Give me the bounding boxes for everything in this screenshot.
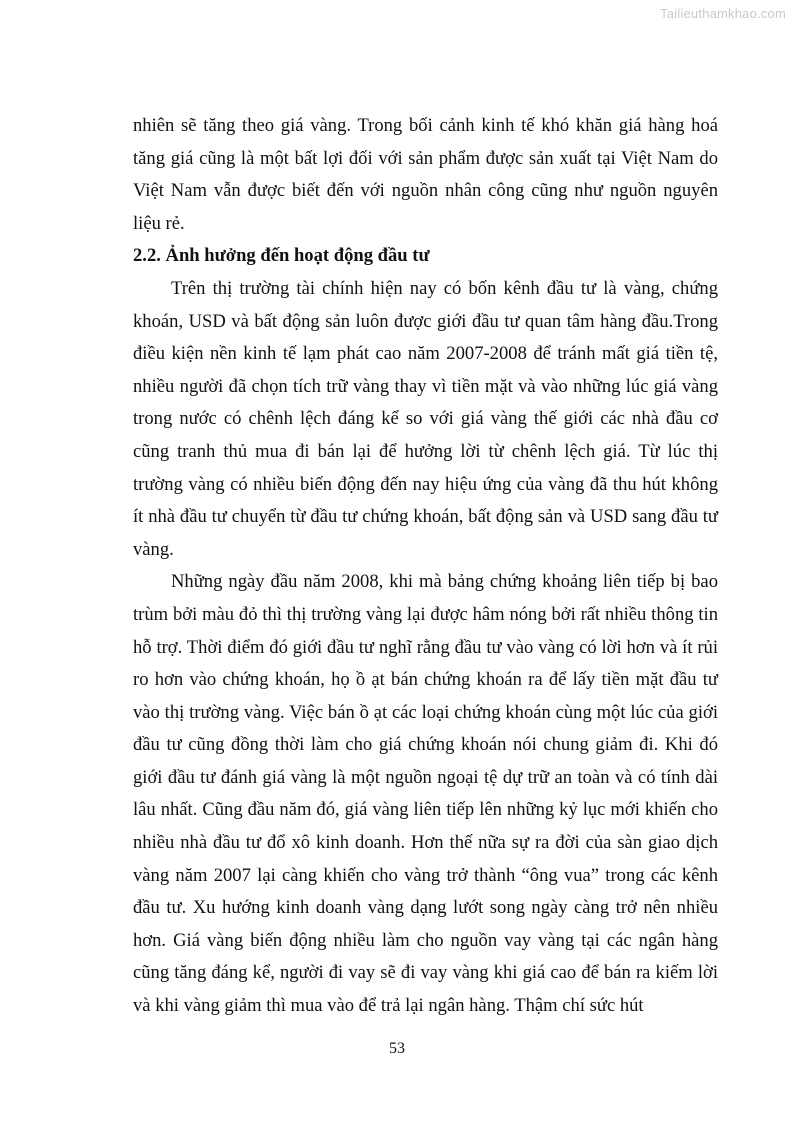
paragraph-continuation: nhiên sẽ tăng theo giá vàng. Trong bối cảnh kinh tế khó khăn giá hàng hoá tăng giá cũng là một bất lợi đối với sản phẩm được sản xuất tại Việt Nam do Việt Nam vẫn được biết đến với nguồn nhân công cũng như nguồn nguyên liệu rẻ. [133,115,718,234]
section-heading: 2.2. Ảnh hưởng đến hoạt động đầu tư [133,245,430,267]
document-body [133,110,718,1023]
watermark-text: Tailieuthamkhao.com [660,6,786,21]
paragraph-early-2008: Những ngày đầu năm 2008, khi mà bảng chứng khoảng liên tiếp bị bao trùm bởi màu đỏ thì thị trường vàng lại được hâm nóng bởi rất nhiều thông tin hỗ trợ. Thời điểm đó giới đầu tư nghĩ rằng đầu tư vào vàng có lời hơn và ít rủi ro hơn vào chứng khoán, họ ồ ạt bán chứng khoán ra để lấy tiền mặt đầu tư vào thị trường vàng. Việc bán ồ ạt các loại chứng khoán cùng một lúc của giới đầu tư cũng đồng thời làm cho giá chứng khoán nói chung giảm đi. Khi đó giới đầu tư đánh giá vàng là một nguồn ngoại tệ dự trữ an toàn và có tính dài lâu nhất. Cũng đầu năm đó, giá vàng liên tiếp lên những kỷ lục mới khiến cho nhiều nhà đầu tư đổ xô kinh doanh. Hơn thế nữa sự ra đời của sàn giao dịch vàng năm 2007 lại càng khiến cho vàng trở thành “ông vua” trong các kênh đầu tư. Xu hướng kinh doanh vàng dạng lướt song ngày càng trở nên nhiều hơn. Giá vàng biến động nhiều làm cho nguồn vay vàng tại các ngân hàng cũng tăng đáng kể, người đi vay sẽ đi vay vàng khi giá cao để bán ra kiếm lời và khi vàng giảm thì mua vào để trả lại ngân hàng. Thậm chí sức hút [133,571,718,1017]
page-number: 53 [389,1040,405,1057]
paragraph-investment-channels: Trên thị trường tài chính hiện nay có bốn kênh đầu tư là vàng, chứng khoán, USD và bất động sản luôn được giới đầu tư quan tâm hàng đầu.Trong điều kiện nền kinh tế lạm phát cao năm 2007-2008 để tránh mất giá tiền tệ, nhiều người đã chọn tích trữ vàng thay vì tiền mặt và vào những lúc giá vàng trong nước có chênh lệch đáng kể so với giá vàng thế giới các nhà đầu cơ cũng tranh thủ mua đi bán lại để hưởng lời từ chênh lệch giá. Từ lúc thị trường vàng có nhiều biến động đến nay hiệu ứng của vàng đã thu hút không ít nhà đầu tư chuyển từ đầu tư chứng khoán, bất động sản và USD sang đầu tư vàng. [133,277,718,560]
